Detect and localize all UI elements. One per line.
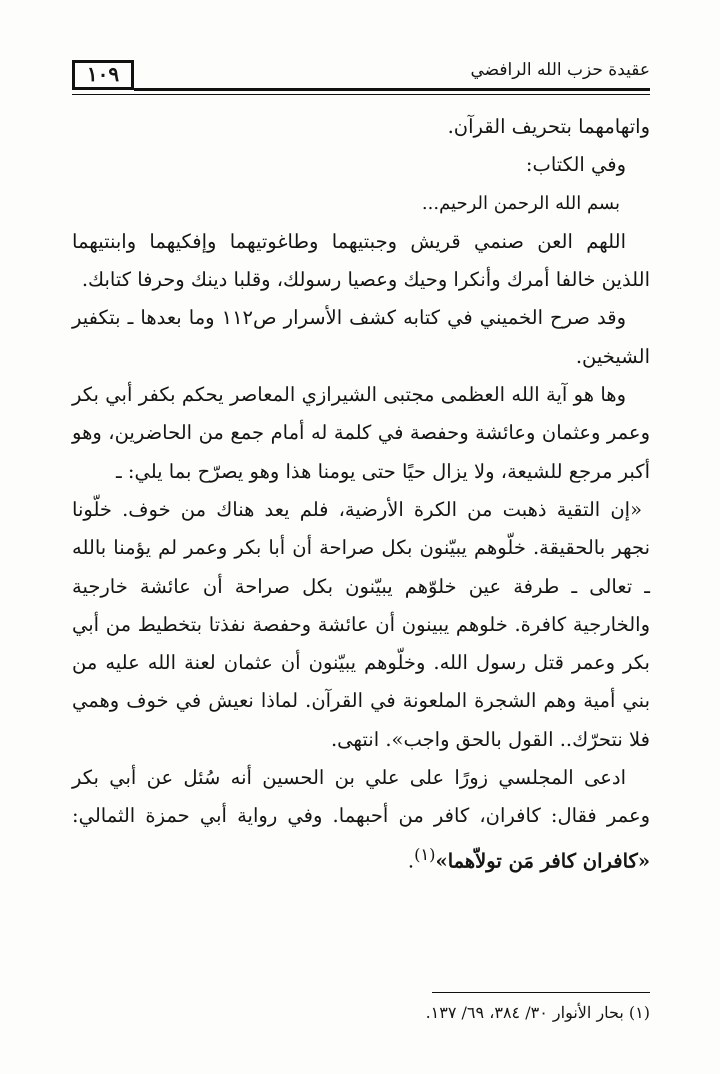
paragraph: وفي الكتاب: <box>525 153 626 177</box>
basmala: بسم الله الرحمن الرحيم... <box>421 192 620 214</box>
footnote-rule <box>432 992 650 993</box>
page-number: ١٠٩ <box>72 60 134 90</box>
footnote: (١) بحار الأنوار ٣٠/ ٣٨٤، ٦٩/ ١٣٧. <box>425 1003 650 1022</box>
paragraph-end: . <box>407 849 415 873</box>
footnote-ref: (١) <box>414 844 436 864</box>
header-rule <box>134 88 650 91</box>
paragraph: وها هو آية الله العظمى مجتبى الشيرازي المعاصر يحكم بكفر أبي بكر وعمر وعثمان وعائشة وحفصة في كلمة له أمام جمع من الحاضرين، وهو أكبر مرجع للشيعة، ولا يزال حيًا حتى يومنا هذا وهو يصرّح بما يلي: ـ <box>72 383 650 483</box>
paragraph <box>72 759 650 880</box>
header-rule-thin <box>72 94 650 95</box>
page-body <box>72 108 650 880</box>
page-header <box>72 60 650 98</box>
quotation: «إن التقية ذهبت من الكرة الأرضية، فلم يعد هناك من خوف. خلّونا نجهر بالحقيقة. خلّوهم يبيّنون بكل صراحة أن أبا بكر وعمر لم يؤمنا بالله ـ تعالى ـ طرفة عين خلوّهم يبيّنون بكل صراحة أن عائشة خارجية والخارجية كافرة. خلوهم يبينون أن عائشة وحفصة نفذتا بتخطيط من أبي بكر وعمر قتل رسول الله. وخلّوهم يبيّنون أن عثمان لعنة الله عليه من بني أمية وهم الشجرة الملعونة في القرآن. لماذا نعيش في خوف وهمي فلا نتحرّك.. القول بالحق واجب». انتهى. <box>72 497 650 751</box>
paragraph: وقد صرح الخميني في كتابه كشف الأسرار ص١١٢ وما بعدها ـ بتكفير الشيخين. <box>72 306 650 368</box>
paragraph: واتهامهما بتحريف القرآن. <box>447 115 650 138</box>
paragraph: اللهم العن صنمي قريش وجبتيهما وطاغوتيهما وإفكيهما وابنتيهما اللذين خالفا أمرك وأنكرا وحيك وعصيا رسولك، وقلبا دينك وحرفا كتابك. <box>72 229 650 292</box>
running-title: عقيدة حزب الله الرافضي <box>470 60 650 80</box>
bold-quote: «كافران كافر مَن تولاّهما» <box>435 849 650 873</box>
paragraph-text: ادعى المجلسي زورًا على علي بن الحسين أنه سُئل عن أبي بكر وعمر فقال: كافران، كافر من أحبهما. وفي رواية أبي حمزة الثمالي: <box>72 766 650 828</box>
